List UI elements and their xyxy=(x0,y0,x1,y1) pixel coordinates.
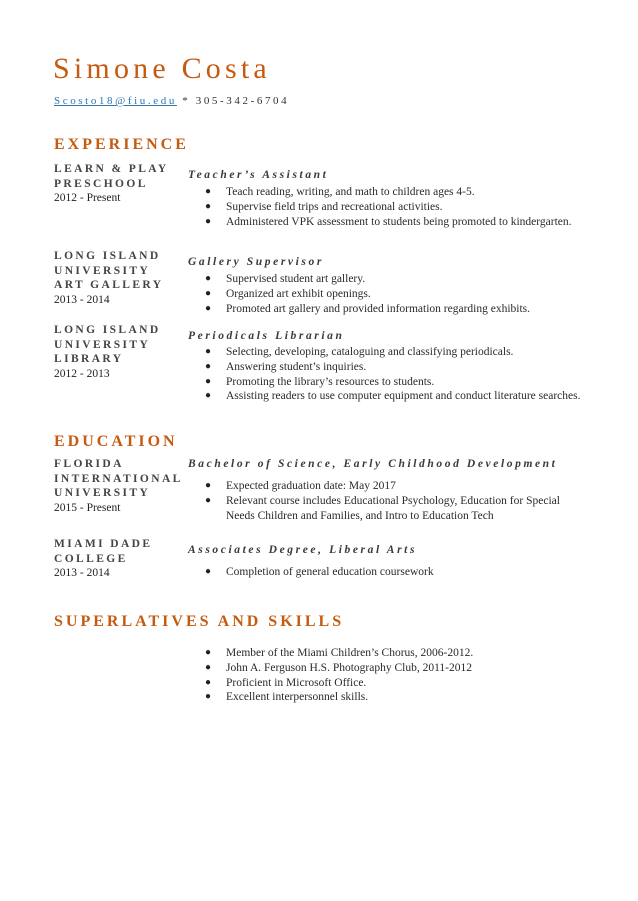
bullet-dot-icon: ● xyxy=(205,375,212,387)
education-heading: EDUCATION xyxy=(54,433,178,450)
education-details-list xyxy=(202,565,582,580)
bullet-dot-icon: ● xyxy=(205,346,212,357)
job-duties-list xyxy=(202,272,582,316)
bullet-dot-icon: ● xyxy=(205,647,212,658)
bullet-dot-icon: ● xyxy=(205,691,212,703)
school-fiu xyxy=(54,457,184,515)
skills-heading: SUPERLATIVES AND SKILLS xyxy=(54,613,345,630)
employment-dates: 2013 - 2014 xyxy=(54,293,110,306)
job-title: Periodicals Librarian xyxy=(188,330,345,342)
employer-liu-art-gallery xyxy=(54,249,184,307)
attendance-dates: 2013 - 2014 xyxy=(54,567,110,580)
bullet-dot-icon: ● xyxy=(205,302,212,314)
list-item: ● Organized art exhibit openings. xyxy=(205,287,371,300)
employment-dates: 2012 - 2013 xyxy=(54,367,110,380)
list-item: ● John A. Ferguson H.S. Photography Club, 2011-2012 xyxy=(205,661,472,674)
employment-dates: 2012 - Present xyxy=(54,192,121,205)
degree-title: Associates Degree, Liberal Arts xyxy=(188,544,418,556)
degree-title: Bachelor of Science, Early Childhood Development xyxy=(188,458,558,470)
school-name: FLORIDA INTERNATIONAL UNIVERSITY xyxy=(54,458,183,500)
candidate-name: Simone Costa xyxy=(53,52,271,85)
list-item: ● Selecting, developing, cataloguing and classifying periodicals. xyxy=(205,346,514,358)
bullet-dot-icon: ● xyxy=(205,186,212,197)
school-name: MIAMI DADE COLLEGE xyxy=(54,538,153,565)
list-item: ● Completion of general education coursework xyxy=(205,566,434,578)
attendance-dates: 2015 - Present xyxy=(54,501,121,514)
bullet-dot-icon: ● xyxy=(205,273,212,284)
bullet-dot-icon: ● xyxy=(205,200,212,212)
list-item: ● Promoting the library’s resources to students. xyxy=(205,375,435,388)
job-duties-list xyxy=(202,345,582,404)
job-title: Gallery Supervisor xyxy=(188,256,324,268)
list-item: ● Administered VPK assessment to students being promoted to kindergarten. xyxy=(205,215,572,228)
list-item: ● Supervise field trips and recreational activities. xyxy=(205,200,443,213)
job-duties-list xyxy=(202,185,582,229)
list-item: ● Relevant course includes Educational Psychology, Education for Special Needs Children and Families, and Intro to Education Tech xyxy=(205,494,560,522)
list-item: ● Proficient in Microsoft Office. xyxy=(205,676,367,689)
bullet-dot-icon: ● xyxy=(205,676,212,688)
contact-separator: * xyxy=(176,95,196,107)
employer-liu-library xyxy=(54,323,184,381)
phone-number: 305-342-6704 xyxy=(195,95,290,107)
skills-list xyxy=(202,646,582,705)
employer-name: LONG ISLAND UNIVERSITY LIBRARY xyxy=(54,324,161,366)
school-miami-dade xyxy=(54,537,184,581)
list-item: ● Member of the Miami Children’s Chorus, 2006-2012. xyxy=(205,647,474,659)
list-item: ● Teach reading, writing, and math to children ages 4-5. xyxy=(205,186,475,198)
list-item: ● Excellent interpersonnel skills. xyxy=(205,691,369,704)
bullet-dot-icon: ● xyxy=(205,360,212,372)
bullet-dot-icon: ● xyxy=(205,566,212,577)
employer-learn-and-play xyxy=(54,162,184,206)
list-item: ● Supervised student art gallery. xyxy=(205,273,366,285)
experience-heading: EXPERIENCE xyxy=(54,136,189,153)
employer-name: LONG ISLAND UNIVERSITY ART GALLERY xyxy=(54,250,164,292)
list-item: ● Promoted art gallery and provided information regarding exhibits. xyxy=(205,302,531,315)
education-details-list xyxy=(202,479,582,523)
bullet-dot-icon: ● xyxy=(205,215,212,227)
bullet-dot-icon: ● xyxy=(205,661,212,673)
bullet-dot-icon: ● xyxy=(205,390,212,402)
contact-line xyxy=(54,95,289,107)
bullet-dot-icon: ● xyxy=(205,494,212,506)
job-title: Teacher’s Assistant xyxy=(188,169,329,181)
bullet-dot-icon: ● xyxy=(205,480,212,491)
bullet-dot-icon: ● xyxy=(205,287,212,299)
employer-name: LEARN & PLAY PRESCHOOL xyxy=(54,163,169,190)
list-item: ● Assisting readers to use computer equipment and conduct literature searches. xyxy=(205,390,581,403)
list-item: ● Expected graduation date: May 2017 xyxy=(205,480,396,492)
list-item: ● Answering student’s inquiries. xyxy=(205,360,367,373)
email-link[interactable]: Scosto18@fiu.edu xyxy=(54,95,177,107)
